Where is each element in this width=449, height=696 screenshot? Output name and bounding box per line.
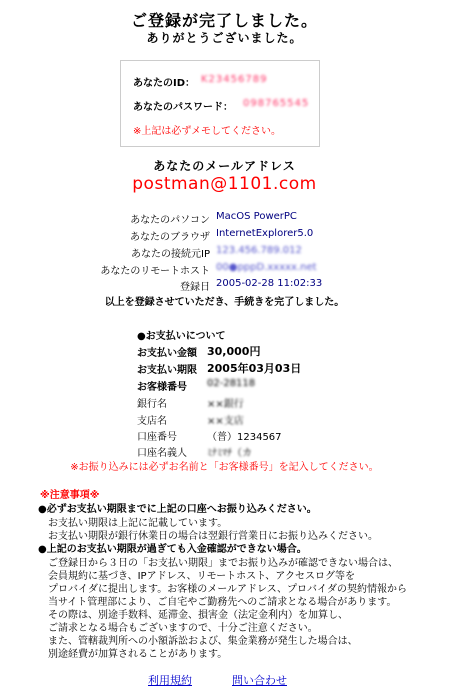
caution-2-line: また、管轄裁判所への小額訴訟および、集金業務が発生した場合は、	[48, 636, 358, 647]
payment-heading: ●お支払いについて	[137, 331, 226, 342]
caution-1-line: お支払い期限が銀行休業日の場合は翌銀行営業日にお振り込みください。	[48, 531, 378, 542]
branch-label: 支店名	[137, 416, 167, 427]
caution-2-line: ご登録日から３日の「お支払い期限」までお振り込みが確認できない場合は、	[48, 558, 398, 569]
bank-label: 銀行名	[137, 399, 167, 410]
pc-label: あなたのパソコン	[130, 215, 210, 226]
customer-no-value: 02-28118	[207, 378, 256, 389]
account-name-value: ﾐﾅﾐﾏﾁ（カ	[207, 448, 252, 459]
account-no-value: （普）1234567	[207, 432, 282, 443]
reg-date-value: 2005-02-28 11:02:33	[216, 278, 323, 289]
account-info-box	[120, 60, 320, 147]
deadline-value: 2005年03月03日	[207, 362, 302, 375]
customer-no-label: お客様番号	[137, 382, 187, 393]
ip-label: あなたの接続元IP	[131, 249, 210, 260]
deadline-label: お支払い期限	[137, 365, 197, 376]
memo-note: ※上記は必ずメモしてください。	[133, 126, 281, 137]
amount-label: お支払い金額	[137, 348, 197, 359]
contact-link[interactable]: 問い合わせ	[232, 674, 287, 687]
footer-links	[148, 669, 192, 688]
password-value: 098765545	[243, 98, 310, 109]
caution-2-line: 当サイト管理部により、ご自宅やご勤務先へのご請求となる場合があります。	[48, 597, 397, 608]
branch-value: ××支店	[207, 416, 244, 427]
caution-2-line: ご請求となる場合もございますので、十分ご注意ください。	[48, 623, 318, 634]
account-no-label: 口座番号	[137, 432, 177, 443]
caution-1-title: ●必ずお支払い期限までに上記の口座へお振り込みください。	[38, 504, 317, 515]
cautions-heading: ※注意事項※	[40, 490, 100, 501]
email-heading: あなたのメールアドレス	[153, 159, 296, 173]
caution-2-line: その際は、別途手数料、延滞金、損害金（法定金利内）を加算し、	[48, 610, 348, 621]
id-value: K23456789	[201, 74, 268, 85]
footer-links	[232, 669, 287, 688]
terms-link[interactable]: 利用規約	[148, 674, 192, 687]
password-label: あなたのパスワード：	[133, 102, 233, 113]
browser-value: InternetExplorer5.0	[216, 228, 314, 239]
completion-text: 以上を登録させていただき、手続きを完了しました。	[104, 297, 345, 308]
remote-host-label: あなたのリモートホスト	[100, 266, 210, 277]
remote-host-value: 00●pppD.xxxxx.net	[216, 262, 317, 273]
id-label: あなたのID：	[133, 78, 196, 89]
caution-2-title: ●上記のお支払い期限が過ぎても入金確認ができない場合。	[38, 544, 307, 555]
caution-2-line: 会員規約に基づき、IPアドレス、リモートホスト、アクセスログ等を	[48, 571, 355, 582]
caution-2-line: 別途経費が加算されることがあります。	[48, 649, 228, 660]
page-subtitle: ありがとうございました。	[146, 31, 303, 45]
account-name-label: 口座名義人	[137, 448, 187, 459]
remit-note: ※お振り込みには必ずお名前と「お客様番号」を記入してください。	[70, 462, 379, 473]
reg-date-label: 登録日	[180, 282, 210, 293]
email-address: postman@1101.com	[132, 174, 317, 194]
bank-value: ××銀行	[207, 399, 244, 410]
amount-value: 30,000円	[207, 345, 261, 358]
caution-1-line: お支払い期限は上記に記載しています。	[48, 518, 228, 529]
page-title: ご登録が完了しました。	[130, 11, 318, 30]
browser-label: あなたのブラウザ	[130, 232, 210, 243]
pc-value: MacOS PowerPC	[216, 211, 297, 222]
ip-value: 123.456.789.012	[216, 245, 302, 256]
caution-2-line: プロバイダに提出します。お客様のメールアドレス、プロバイダの契約情報から	[48, 584, 407, 595]
